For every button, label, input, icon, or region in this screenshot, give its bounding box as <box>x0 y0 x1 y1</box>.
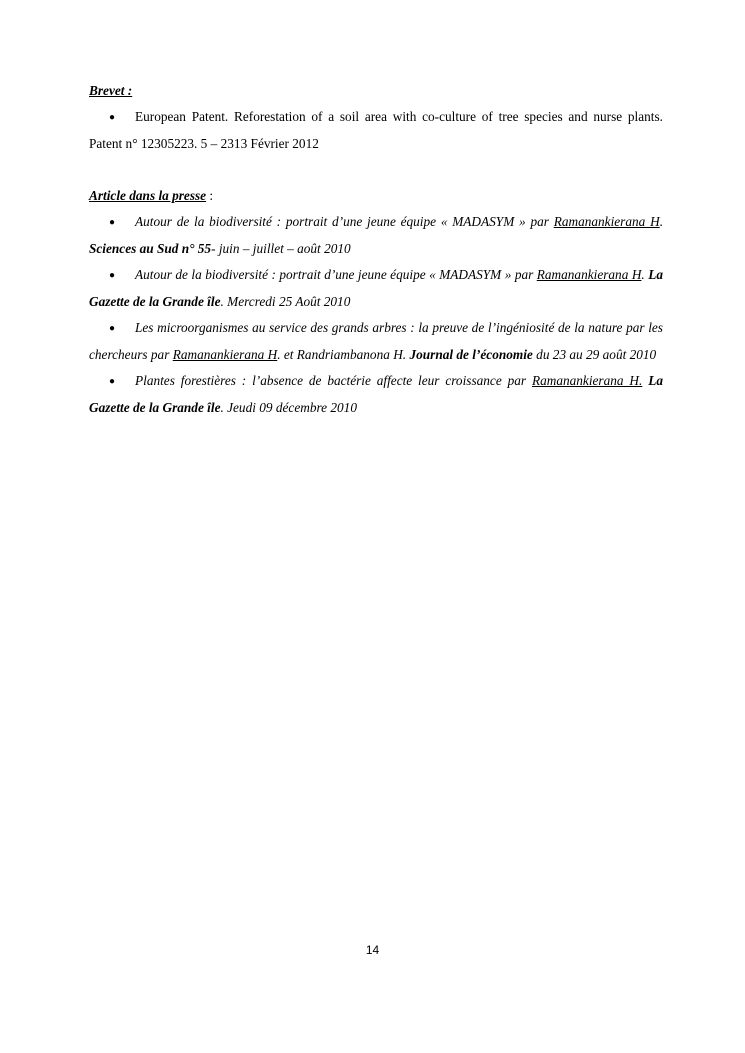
press-article-title: Autour de la biodiversité : portrait d’une jeune équipe « MADASYM » par <box>135 267 534 282</box>
brevet-heading-line <box>89 78 663 104</box>
presse-heading: Article dans la presse <box>89 188 207 203</box>
bullet-icon: ● <box>109 217 116 228</box>
press-article-title: Autour de la biodiversité : portrait d’une jeune équipe « MADASYM » par <box>135 214 549 229</box>
brevet-item <box>89 104 663 157</box>
press-article-source: Journal de l’économie <box>409 347 533 362</box>
bullet-icon: ● <box>109 376 116 387</box>
press-article-source: Sciences au Sud n° 55 <box>89 241 212 256</box>
presse-heading-line <box>89 183 663 209</box>
section-spacer <box>89 157 663 183</box>
press-article-author: Ramanankierana H <box>172 347 278 362</box>
press-article <box>89 315 663 368</box>
press-article-source: La Gazette de la Grande île <box>89 373 663 415</box>
press-article-title: Plantes forestières : l’absence de bactérie affecte leur croissance par <box>135 373 527 388</box>
press-article-sep: . et Randriambanona H. <box>277 347 410 362</box>
press-article-sep: . <box>659 214 664 229</box>
bullet-icon: ● <box>109 112 116 123</box>
bullet-icon: ● <box>109 323 116 334</box>
page-number: 14 <box>365 943 380 957</box>
press-article-date: du 23 au 29 août 2010 <box>532 347 657 362</box>
presse-heading-suffix: : <box>206 188 214 203</box>
bullet-icon: ● <box>109 270 116 281</box>
press-article-title: Les microorganismes au service des grands arbres : la preuve de l’ingéniosité de la nature par les chercheurs par <box>89 320 663 362</box>
press-article-author: Ramanankierana H <box>553 214 660 229</box>
brevet-heading: Brevet : <box>89 83 133 98</box>
press-article-date: - juin – juillet – août 2010 <box>211 241 351 256</box>
press-article <box>89 209 663 262</box>
press-article <box>89 262 663 315</box>
press-article-author: Ramanankierana H <box>536 267 642 282</box>
press-article-date: . Mercredi 25 Août 2010 <box>220 294 351 309</box>
press-article-source: La Gazette de la Grande île <box>89 267 663 309</box>
brevet-item-text: European Patent. Reforestation of a soil area with co-culture of tree species and nurse plants. Patent n° 12305223. 5 – 2313 Février 2012 <box>89 109 663 151</box>
press-article-date: . Jeudi 09 décembre 2010 <box>220 400 357 415</box>
press-article-author: Ramanankierana H. <box>531 373 643 388</box>
document-page <box>89 78 663 421</box>
press-article-sep: . <box>641 267 649 282</box>
press-article <box>89 368 663 421</box>
